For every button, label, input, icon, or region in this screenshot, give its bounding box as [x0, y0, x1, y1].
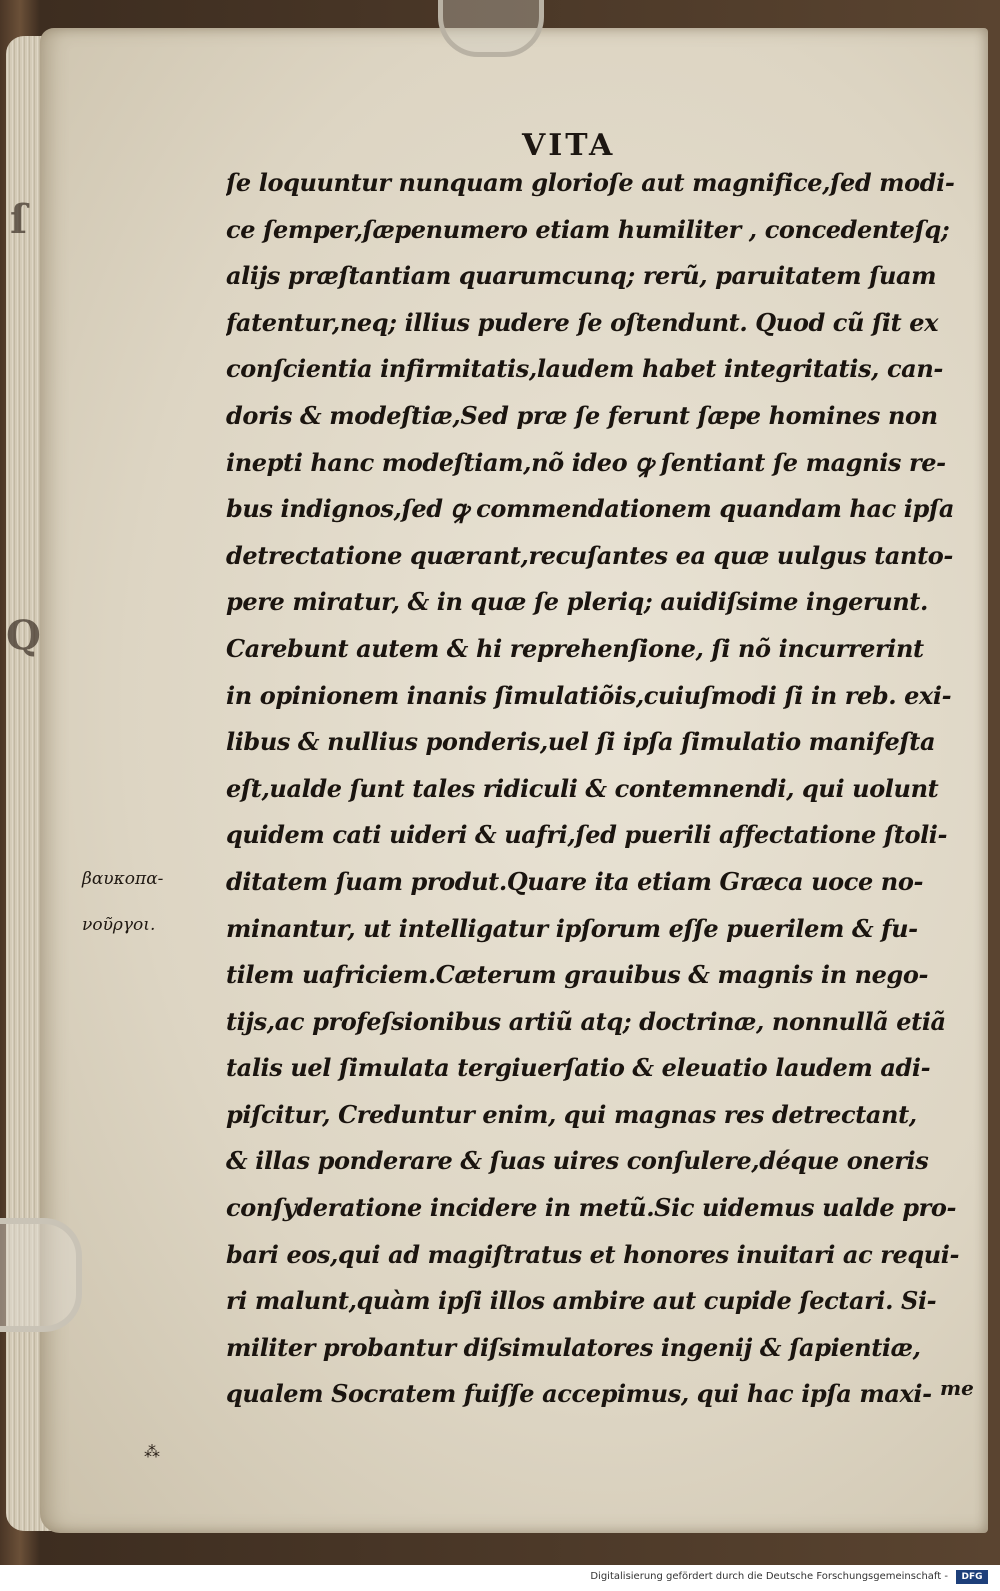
bleed-through-mark: Q [6, 612, 41, 659]
text-line: detrectatione quærant,recuſantes ea quæ uulgus tanto- [226, 540, 953, 570]
text-line: piſcitur, Creduntur enim, qui magnas res detrectant, [226, 1099, 917, 1129]
text-line: alijs præſtantiam quarumcunq; rerũ, paruitatem ſuam [226, 261, 937, 291]
text-line: tilem uafriciem.Cæterum grauibus & magnis in nego- [226, 960, 929, 990]
page-clip-side [0, 1218, 82, 1332]
text-line: libus & nullius ponderis,uel ſi ipſa ſimulatio manifeſta [226, 727, 936, 757]
text-line: ſe loquuntur nunquam glorioſe aut magnifice,ſed modi- [226, 168, 955, 197]
text-line: pere miratur, & in quæ ſe pleriq; auidiſsime ingerunt. [226, 587, 928, 617]
text-line: inepti hanc modeſtiam,nõ ideo ꝙ ſentiant ſe magnis re- [226, 447, 946, 477]
text-line: ri malunt,quàm ipſi illos ambire aut cupide ſectari. Si- [226, 1286, 937, 1316]
marginal-note [82, 856, 222, 948]
dfg-logo-icon: DFG [956, 1570, 988, 1584]
text-line: fatentur,neq; illius pudere ſe oſtendunt. Quod cũ ſit ex [226, 307, 939, 337]
text-line: doris & modeſtiæ,Sed præ ſe ferunt ſæpe homines non [226, 400, 938, 430]
footer-bar [0, 1565, 1000, 1591]
text-line: bari eos,qui ad magiſtratus et honores inuitari ac requi- [226, 1239, 960, 1269]
catchword: me [940, 1376, 974, 1400]
page-clip-top [438, 0, 544, 57]
text-line: eſt,ualde ſunt tales ridiculi & contemnendi, qui uolunt [226, 773, 939, 803]
text-line: in opinionem inanis ſimulatiõis,cuiuſmodi ſi in reb. exi- [226, 680, 952, 710]
text-line: conſyderatione incidere in metũ.Sic uidemus ualde pro- [226, 1193, 957, 1223]
text-line: tijs,ac profeſsionibus artiũ atq; doctrinæ, nonnullã etiã [226, 1006, 946, 1036]
text-line: bus indignos,ſed ꝙ commendationem quandam hac ipſa [226, 494, 954, 524]
text-line: quidem cati uideri & uafri,ſed puerili affectatione ſtoli- [226, 820, 948, 850]
text-line: ditatem ſuam produt.Quare ita etiam Græca uoce no- [226, 866, 924, 896]
text-block [226, 160, 978, 1418]
marginal-note-line: βαυκοπα- [82, 869, 164, 889]
text-line: talis uel ſimulata tergiuerſatio & eleuatio laudem adi- [226, 1053, 931, 1083]
text-line: militer probantur diſsimulatores ingenij & ſapientiæ, [226, 1332, 921, 1362]
text-line: ce ſemper,ſæpenumero etiam humiliter , concedenteſq; [226, 214, 950, 244]
ornament-mark: ⁂ [144, 1442, 160, 1461]
marginal-note-line: νοῦργοι. [82, 915, 156, 935]
footer-credit: Digitalisierung gefördert durch die Deutsche Forschungsgemeinschaft - [590, 1571, 948, 1582]
text-line: minantur, ut intelligatur ipſorum eſſe puerilem & fu- [226, 913, 918, 943]
text-line: Carebunt autem & hi reprehenſione, ſi nõ incurrerint [226, 633, 924, 663]
text-line: & illas ponderare & ſuas uires conſulere,déque oneris [226, 1146, 929, 1176]
bleed-through-mark: ſ [10, 196, 28, 243]
text-line: qualem Socratem fuiſſe accepimus, qui hac ipſa maxi- [226, 1379, 932, 1409]
running-head: VITA [522, 128, 616, 163]
text-line: conſcientia infirmitatis,laudem habet integritatis, can- [226, 354, 943, 384]
